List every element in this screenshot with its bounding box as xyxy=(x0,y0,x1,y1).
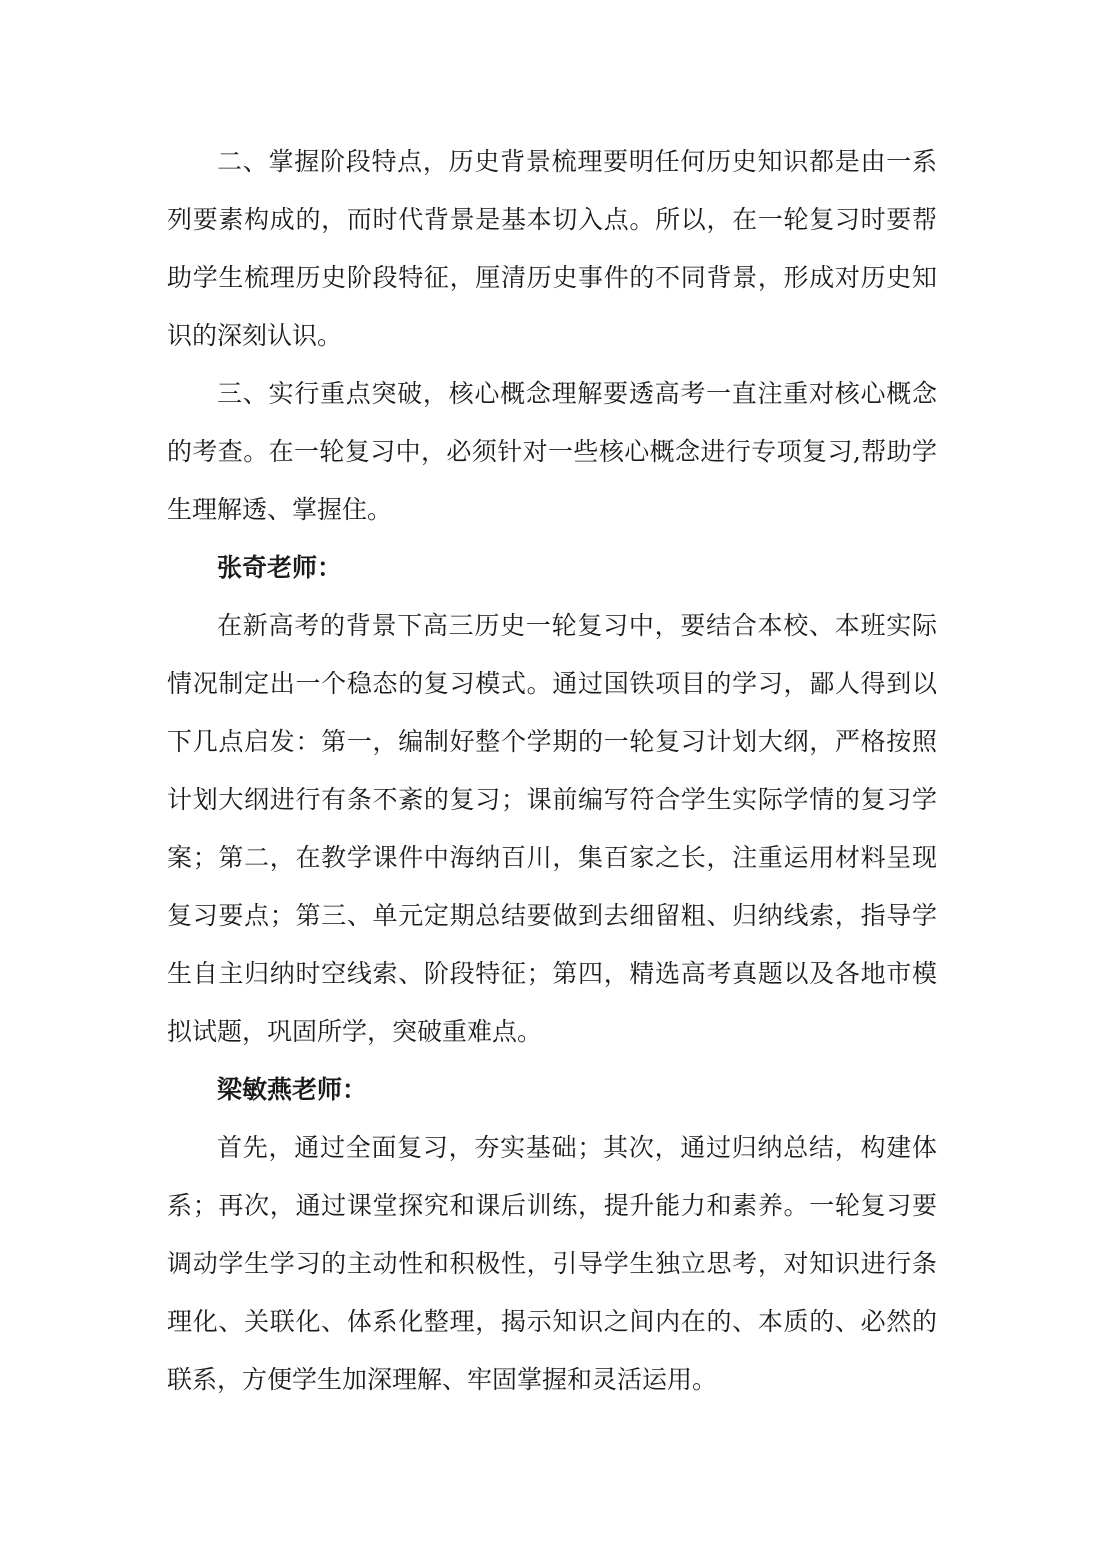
paragraph-key-breakthrough: 三、实行重点突破，核心概念理解要透高考一直注重对核心概念的考查。在一轮复习中，必须针对一些核心概念进行专项复习,帮助学生理解透、掌握住。 xyxy=(167,379,937,524)
document-body xyxy=(167,133,937,1409)
paragraph-liang-minyan-comments: 首先，通过全面复习，夯实基础；其次，通过归纳总结，构建体系；再次，通过课堂探究和课后训练，提升能力和素养。一轮复习要调动学生学习的主动性和积极性，引导学生独立思考，对知识进行条理化、关联化、体系化整理，揭示知识之间内在的、本质的、必然的联系，方便学生加深理解、牢固掌握和灵活运用。 xyxy=(167,1133,937,1394)
heading-teacher-liang-minyan: 梁敏燕老师： xyxy=(217,1075,368,1104)
paragraph-zhang-qi-comments: 在新高考的背景下高三历史一轮复习中，要结合本校、本班实际情况制定出一个稳态的复习模式。通过国铁项目的学习，鄙人得到以下几点启发：第一，编制好整个学期的一轮复习计划大纲，严格按照计划大纲进行有条不紊的复习；课前编写符合学生实际学情的复习学案；第二，在教学课件中海纳百川，集百家之长，注重运用材料呈现复习要点；第三、单元定期总结要做到去细留粗、归纳线索，指导学生自主归纳时空线索、阶段特征；第四，精选高考真题以及各地市模拟试题，巩固所学，突破重难点。 xyxy=(167,611,937,1046)
paragraph-stage-features: 二、掌握阶段特点，历史背景梳理要明任何历史知识都是由一系列要素构成的，而时代背景是基本切入点。所以，在一轮复习时要帮助学生梳理历史阶段特征，厘清历史事件的不同背景，形成对历史知识的深刻认识。 xyxy=(167,147,937,350)
heading-teacher-zhang-qi: 张奇老师： xyxy=(217,553,343,582)
